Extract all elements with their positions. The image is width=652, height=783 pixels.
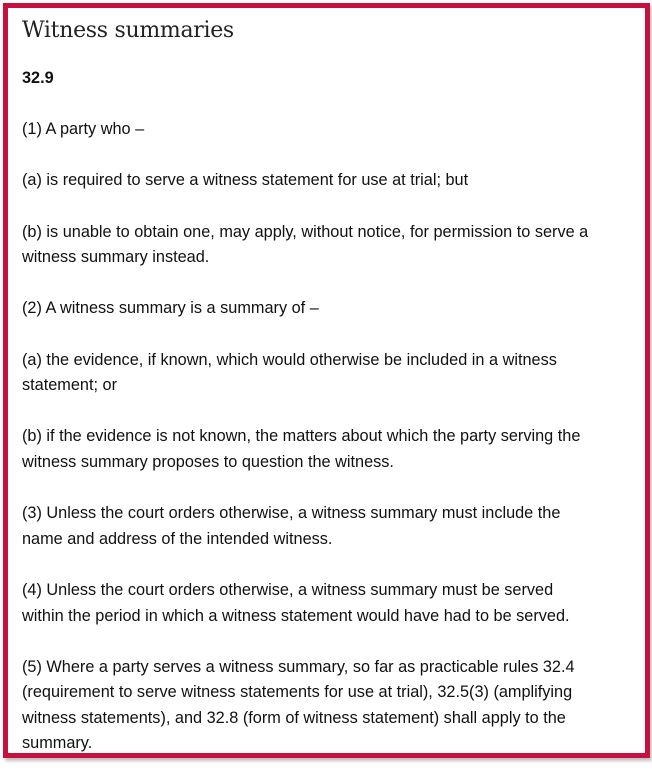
paragraph-line: (5) Where a party serves a witness summary, so far as practicable rules 32.4 <box>22 657 575 676</box>
paragraph-line: witness statements), and 32.8 (form of witness statement) shall apply to the <box>22 708 566 727</box>
paragraph-line: name and address of the intended witness. <box>22 529 333 548</box>
document-frame <box>3 3 650 758</box>
paragraph <box>22 424 652 475</box>
paragraph-line: (a) is required to serve a witness statement for use at trial; but <box>22 171 469 190</box>
paragraph <box>22 578 652 629</box>
paragraph-list <box>22 117 652 783</box>
paragraph-line: statement; or <box>22 376 118 395</box>
paragraph-line: summary. <box>22 734 93 753</box>
paragraph <box>22 501 652 552</box>
paragraph-line: (1) A party who – <box>22 120 145 138</box>
paragraph <box>22 655 652 757</box>
paragraph-line: (requirement to serve witness statements for use at trial), 32.5(3) (amplifying <box>22 683 573 702</box>
paragraph <box>22 117 652 143</box>
paragraph-line: (b) if the evidence is not known, the matters about which the party serving the <box>22 427 581 446</box>
paragraph-line: (2) A witness summary is a summary of – <box>22 299 319 318</box>
page-title: Witness summaries <box>22 18 234 43</box>
paragraph-line: witness summary instead. <box>22 248 210 267</box>
paragraph-line: (b) is unable to obtain one, may apply, without notice, for permission to serve a <box>22 222 589 241</box>
paragraph <box>22 348 652 399</box>
paragraph-line: (3) Unless the court orders otherwise, a witness summary must include the <box>22 504 561 523</box>
paragraph-line: within the period in which a witness statement would have had to be served. <box>22 606 570 625</box>
paragraph-line: (4) Unless the court orders otherwise, a witness summary must be served <box>22 581 554 600</box>
paragraph-line: witness summary proposes to question the witness. <box>22 452 394 471</box>
paragraph <box>22 296 652 322</box>
rule-number: 32.9 <box>22 69 54 87</box>
paragraph-line: (a) the evidence, if known, which would otherwise be included in a witness <box>22 350 557 369</box>
paragraph <box>22 220 652 271</box>
paragraph <box>22 168 652 194</box>
